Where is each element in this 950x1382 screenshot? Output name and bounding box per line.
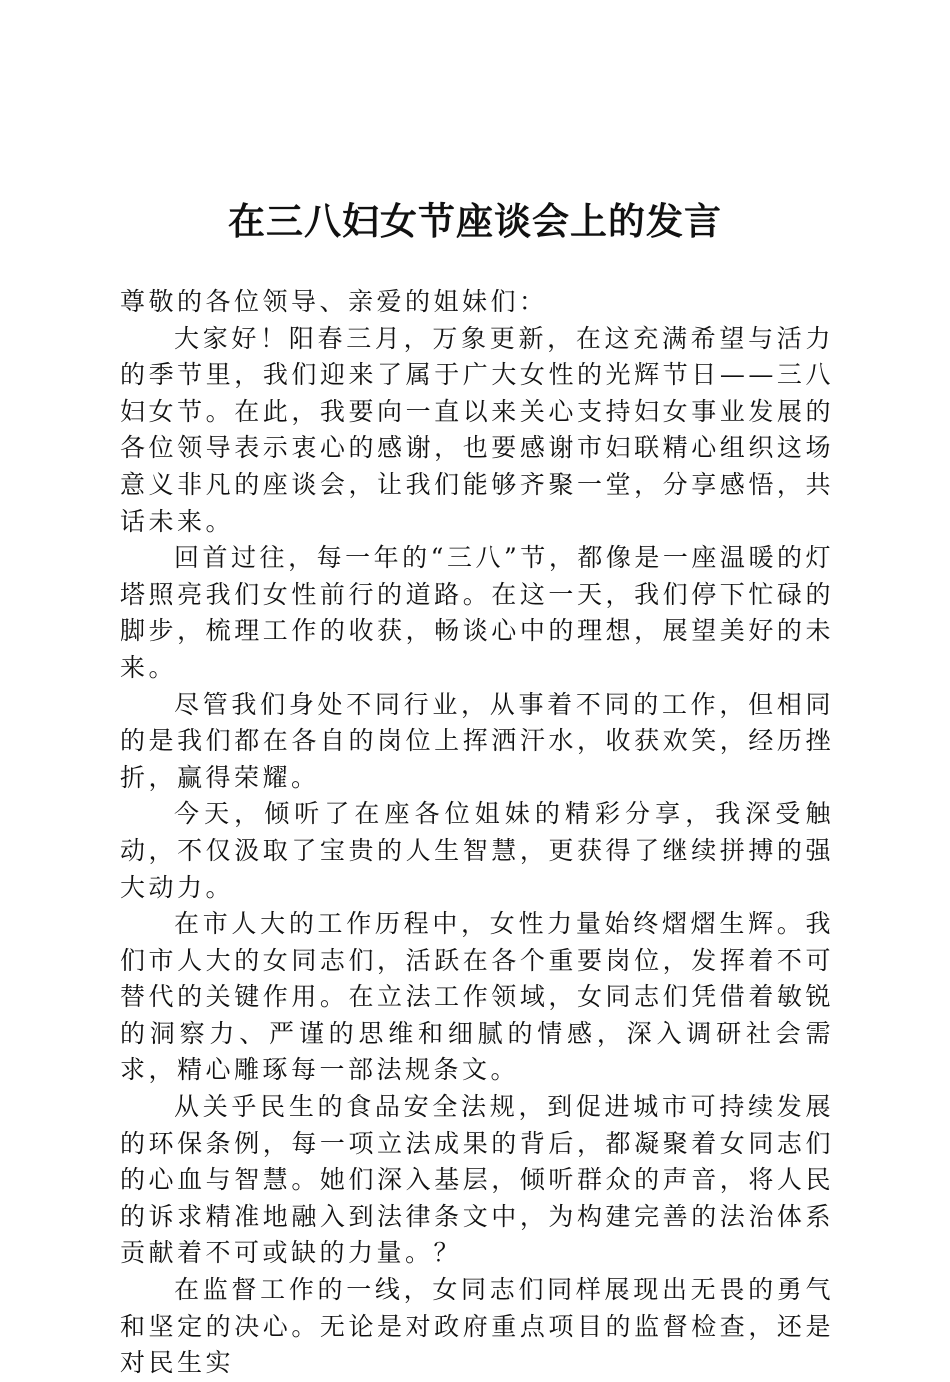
paragraph: 在监督工作的一线，女同志们同样展现出无畏的勇气和坚定的决心。无论是对政府重点项目的监督检查，还是对民生实: [120, 1275, 834, 1378]
paragraph: 在市人大的工作历程中，女性力量始终熠熠生辉。我们市人大的女同志们，活跃在各个重要岗位，发挥着不可替代的关键作用。在立法工作领域，女同志们凭借着敏锐的洞察力、严谨的思维和细腻的情感，深入调研社会需求，精心雕琢每一部法规条文。: [120, 909, 834, 1085]
document-title: 在三八妇女节座谈会上的发言: [228, 199, 722, 243]
salutation: 尊敬的各位领导、亲爱的姐妹们：: [120, 287, 548, 316]
paragraph: 今天，倾听了在座各位姐妹的精彩分享，我深受触动，不仅汲取了宝贵的人生智慧，更获得了继续拼搏的强大动力。: [120, 799, 834, 902]
paragraph: 尽管我们身处不同行业，从事着不同的工作，但相同的是我们都在各自的岗位上挥洒汗水，收获欢笑，经历挫折，赢得荣耀。: [120, 689, 834, 792]
document-body: [120, 284, 834, 1382]
paragraph: 大家好！阳春三月，万象更新，在这充满希望与活力的季节里，我们迎来了属于广大女性的光辉节日——三八妇女节。在此，我要向一直以来关心支持妇女事业发展的各位领导表示衷心的感谢，也要感谢市妇联精心组织这场意义非凡的座谈会，让我们能够齐聚一堂，分享感悟，共话未来。: [120, 323, 834, 536]
paragraph: 回首过往，每一年的“三八”节，都像是一座温暖的灯塔照亮我们女性前行的道路。在这一天，我们停下忙碌的脚步，梳理工作的收获，畅谈心中的理想，展望美好的未来。: [120, 543, 834, 682]
paragraph: 从关乎民生的食品安全法规，到促进城市可持续发展的环保条例，每一项立法成果的背后，都凝聚着女同志们的心血与智慧。她们深入基层，倾听群众的声音，将人民的诉求精准地融入到法律条文中，为构建完善的法治体系贡献着不可或缺的力量。？: [120, 1092, 834, 1268]
